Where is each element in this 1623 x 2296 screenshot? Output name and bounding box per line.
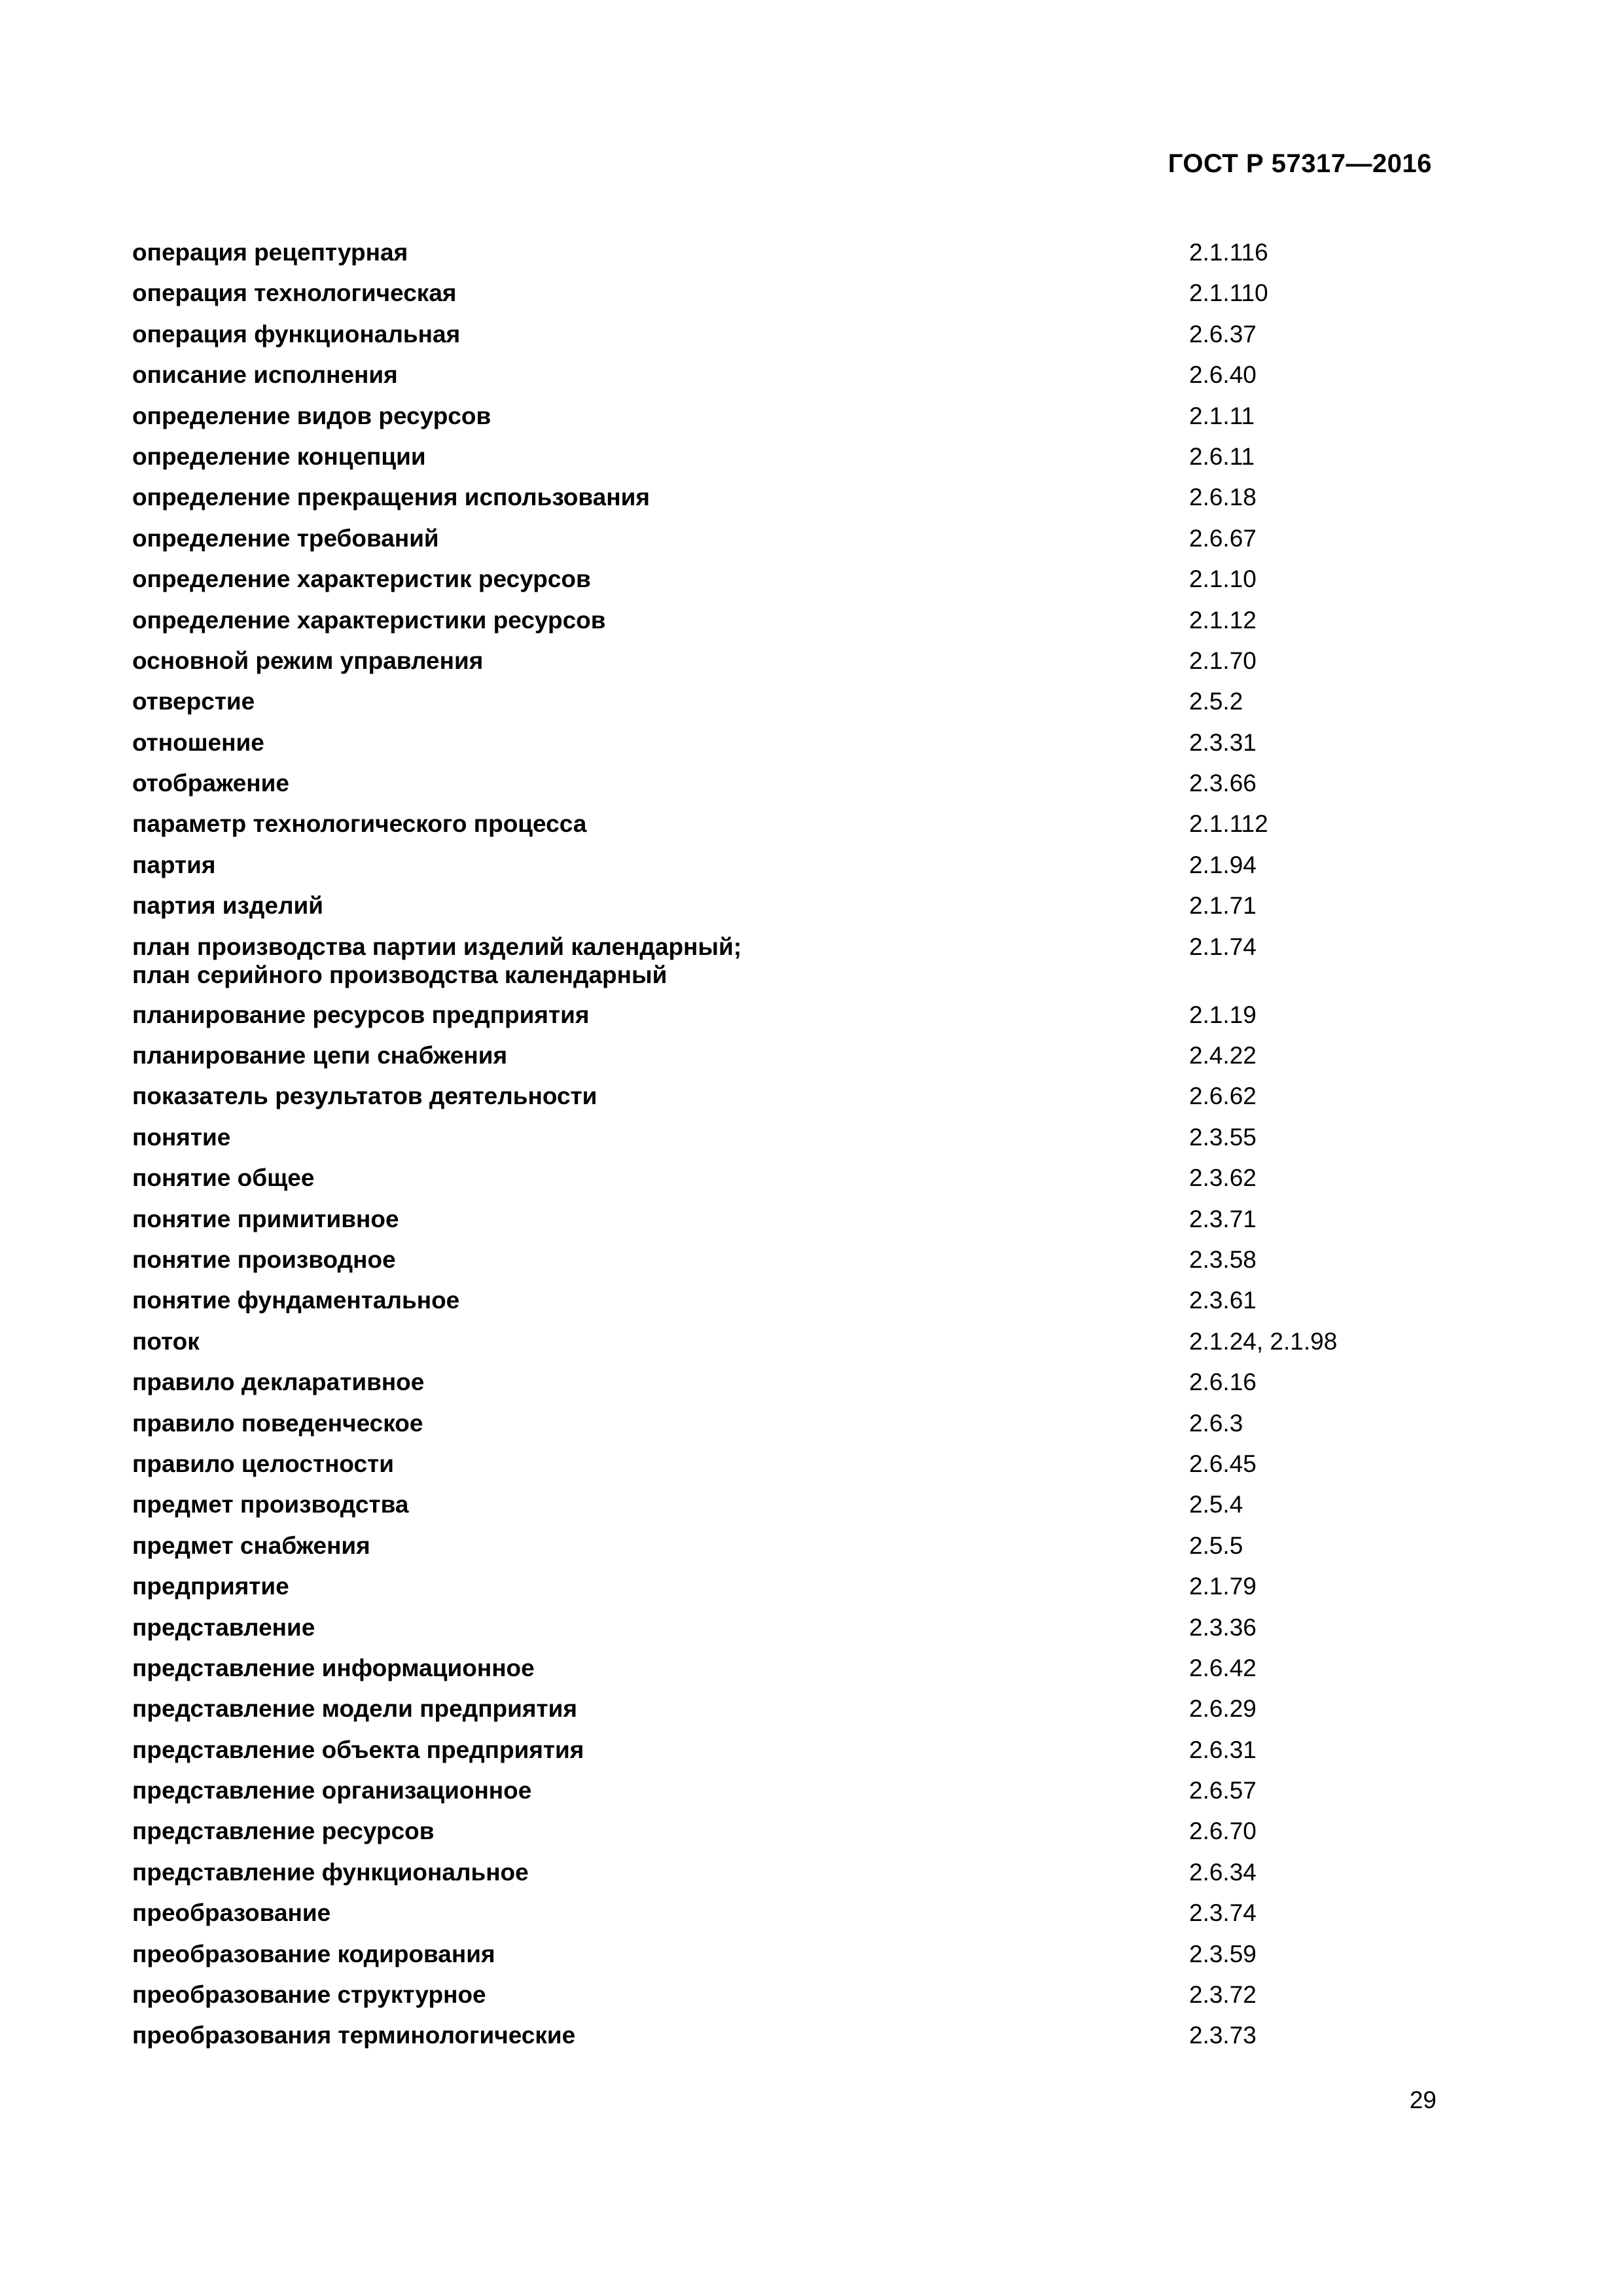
index-term-line: правило целостности (132, 1450, 394, 1477)
index-reference: 2.6.42 (1189, 1654, 1257, 1681)
index-row (132, 238, 1376, 279)
index-term-line: предмет снабжения (132, 1532, 370, 1559)
index-reference: 2.6.57 (1189, 1777, 1257, 1804)
index-term (132, 238, 1189, 266)
index-term-line: план серийного производства календарный (132, 961, 668, 988)
index-term-line: поток (132, 1327, 200, 1355)
index-term-line: предмет производства (132, 1491, 409, 1518)
index-reference: 2.1.19 (1189, 1001, 1257, 1028)
index-term-line: операция функциональная (132, 320, 461, 348)
index-reference: 2.1.116 (1189, 239, 1268, 266)
index-reference: 2.5.5 (1189, 1532, 1243, 1559)
index-term-line: определение видов ресурсов (132, 402, 491, 429)
index-term-line: определение концепции (132, 442, 426, 470)
index-row (132, 1001, 1376, 1041)
index-term (132, 1695, 1189, 1723)
index-term (132, 565, 1189, 593)
index-term (132, 687, 1189, 715)
index-term (132, 524, 1189, 552)
index-term-line: представление модели предприятия (132, 1695, 577, 1723)
index-term (132, 1041, 1189, 1069)
index-reference: 2.4.22 (1189, 1042, 1257, 1069)
index-row (132, 1736, 1376, 1776)
index-row (132, 1450, 1376, 1490)
index-reference: 2.1.10 (1189, 565, 1257, 593)
index-term-line: определение прекращения использования (132, 484, 650, 511)
index-row (132, 1490, 1376, 1531)
index-term (132, 728, 1189, 757)
index-term-line: партия изделий (132, 892, 323, 920)
index-term (132, 647, 1189, 675)
index-row (132, 2021, 1376, 2062)
index-term-line: показатель результатов деятельности (132, 1083, 597, 1110)
index-term (132, 851, 1189, 879)
index-term-line: правило декларативное (132, 1369, 425, 1396)
index-term (132, 1409, 1189, 1437)
index-term (132, 1736, 1189, 1764)
index-reference: 2.3.59 (1189, 1940, 1257, 1967)
index-term-line: описание исполнения (132, 361, 398, 389)
index-term-line: преобразования терминологические (132, 2022, 576, 2049)
index-term (132, 1899, 1189, 1927)
index-reference: 2.6.45 (1189, 1450, 1257, 1477)
index-term (132, 442, 1189, 471)
index-row (132, 1286, 1376, 1327)
index-term-line: преобразование (132, 1899, 331, 1927)
index-reference: 2.1.79 (1189, 1573, 1257, 1600)
index-term-line: определение характеристики ресурсов (132, 606, 606, 634)
index-reference: 2.6.34 (1189, 1858, 1257, 1886)
index-row (132, 1695, 1376, 1735)
index-term (132, 1654, 1189, 1682)
index-reference: 2.3.66 (1189, 770, 1257, 797)
index-reference: 2.6.11 (1189, 442, 1255, 470)
index-reference: 2.6.70 (1189, 1818, 1257, 1845)
index-row (132, 565, 1376, 605)
index-term (132, 1205, 1189, 1233)
index-row (132, 1817, 1376, 1857)
index-row (132, 647, 1376, 687)
index-row (132, 810, 1376, 850)
index-term (132, 769, 1189, 797)
index-reference: 2.6.29 (1189, 1695, 1257, 1723)
index-term (132, 1776, 1189, 1804)
index-term-line: предприятие (132, 1573, 289, 1600)
index-row (132, 320, 1376, 361)
index-row (132, 279, 1376, 319)
index-reference: 2.5.4 (1189, 1491, 1243, 1518)
index-reference: 2.6.62 (1189, 1083, 1257, 1110)
index-reference: 2.3.61 (1189, 1287, 1257, 1314)
index-term-line: партия (132, 851, 216, 878)
index-term-line: план производства партии изделий календарный; (132, 933, 742, 960)
index-term (132, 1286, 1189, 1314)
index-reference: 2.1.70 (1189, 647, 1257, 674)
index-row (132, 1041, 1376, 1082)
index-term-line: преобразование структурное (132, 1981, 486, 2009)
index-row (132, 1572, 1376, 1613)
index-term-line: планирование ресурсов предприятия (132, 1001, 590, 1028)
index-reference: 2.6.18 (1189, 484, 1257, 511)
index-term (132, 1001, 1189, 1029)
index-reference: 2.3.62 (1189, 1164, 1257, 1192)
index-row (132, 1654, 1376, 1695)
index-reference: 2.1.12 (1189, 606, 1257, 634)
index-term (132, 2021, 1189, 2049)
index-term-line: представление функциональное (132, 1858, 529, 1886)
index-term-line: определение требований (132, 524, 439, 552)
index-term (132, 1532, 1189, 1560)
document-header: ГОСТ Р 57317—2016 (1168, 149, 1432, 178)
index-row (132, 1858, 1376, 1899)
index-reference: 2.1.112 (1189, 810, 1268, 838)
index-reference: 2.3.55 (1189, 1123, 1257, 1151)
index-reference: 2.1.94 (1189, 851, 1257, 878)
index-term (132, 606, 1189, 634)
index-term-line: представление объекта предприятия (132, 1736, 584, 1763)
index-reference: 2.3.31 (1189, 728, 1257, 756)
index-row (132, 728, 1376, 769)
index-reference: 2.6.31 (1189, 1736, 1257, 1763)
index-term-line: планирование цепи снабжения (132, 1042, 508, 1069)
index-term (132, 1123, 1189, 1151)
index-reference: 2.6.3 (1189, 1409, 1243, 1437)
index-term-line: отверстие (132, 688, 255, 715)
index-term-line: основной режим управления (132, 647, 484, 674)
index-row (132, 524, 1376, 565)
index-term (132, 891, 1189, 920)
index-term (132, 1164, 1189, 1192)
index-term (132, 1082, 1189, 1110)
index-term-line: понятие (132, 1123, 231, 1151)
index-row (132, 1164, 1376, 1204)
index-row (132, 851, 1376, 891)
index-reference: 2.1.110 (1189, 279, 1268, 307)
index-reference: 2.3.74 (1189, 1899, 1257, 1927)
index-reference: 2.6.16 (1189, 1369, 1257, 1396)
index-term-line: операция технологическая (132, 279, 457, 307)
index-row (132, 1940, 1376, 1981)
index-row (132, 1205, 1376, 1246)
index-reference: 2.3.72 (1189, 1981, 1257, 2009)
index-term (132, 483, 1189, 511)
index-reference: 2.1.71 (1189, 892, 1257, 920)
index-row (132, 1899, 1376, 1939)
index-row (132, 769, 1376, 810)
index-reference: 2.1.74 (1189, 933, 1257, 960)
index-term-line: операция рецептурная (132, 239, 408, 266)
index-row (132, 606, 1376, 647)
index-term (132, 1940, 1189, 1968)
index-term (132, 1246, 1189, 1274)
index-row (132, 933, 1376, 1001)
index-term-line: понятие общее (132, 1164, 315, 1192)
index-term (132, 1981, 1189, 2009)
index-term (132, 320, 1189, 348)
index-term (132, 1817, 1189, 1845)
index-reference: 2.3.36 (1189, 1613, 1257, 1641)
index-term (132, 1450, 1189, 1478)
index-term-line: представление ресурсов (132, 1818, 435, 1845)
index-term (132, 279, 1189, 307)
index-row (132, 1123, 1376, 1164)
index-reference: 2.3.73 (1189, 2022, 1257, 2049)
index-row (132, 891, 1376, 932)
index-term-line: понятие производное (132, 1246, 396, 1273)
index-term-line: отображение (132, 770, 289, 797)
index-reference: 2.6.40 (1189, 361, 1257, 389)
term-index-list (132, 238, 1376, 2062)
index-row (132, 442, 1376, 483)
index-reference: 2.1.24, 2.1.98 (1189, 1327, 1338, 1355)
index-row (132, 1532, 1376, 1572)
index-row (132, 402, 1376, 442)
index-term-line: правило поведенческое (132, 1409, 423, 1437)
index-term-line: понятие примитивное (132, 1205, 399, 1232)
index-row (132, 1327, 1376, 1368)
index-row (132, 687, 1376, 728)
index-term-line: определение характеристик ресурсов (132, 565, 591, 593)
index-reference: 2.6.37 (1189, 320, 1257, 348)
index-reference: 2.3.58 (1189, 1246, 1257, 1273)
index-row (132, 1246, 1376, 1286)
index-term (132, 361, 1189, 389)
index-row (132, 1776, 1376, 1817)
index-term-line: отношение (132, 728, 264, 756)
index-term-line: параметр технологического процесса (132, 810, 587, 838)
index-term-line: понятие фундаментальное (132, 1287, 460, 1314)
index-row (132, 483, 1376, 524)
index-term-line: представление информационное (132, 1654, 535, 1681)
page-number: 29 (1409, 2087, 1436, 2113)
index-term-line: представление (132, 1613, 315, 1641)
index-row (132, 361, 1376, 401)
index-term (132, 933, 1189, 989)
index-term (132, 1327, 1189, 1355)
index-term-line: преобразование кодирования (132, 1940, 495, 1967)
index-row (132, 1082, 1376, 1122)
index-term (132, 1490, 1189, 1518)
index-term (132, 1368, 1189, 1396)
index-term (132, 402, 1189, 430)
index-term (132, 810, 1189, 838)
index-term (132, 1572, 1189, 1600)
index-row (132, 1981, 1376, 2021)
index-row (132, 1409, 1376, 1450)
index-reference: 2.5.2 (1189, 688, 1243, 715)
index-term-line: представление организационное (132, 1777, 532, 1804)
index-reference: 2.3.71 (1189, 1205, 1257, 1232)
index-reference: 2.6.67 (1189, 524, 1257, 552)
index-row (132, 1368, 1376, 1408)
index-term (132, 1858, 1189, 1886)
index-row (132, 1613, 1376, 1654)
index-term (132, 1613, 1189, 1641)
index-reference: 2.1.11 (1189, 402, 1255, 429)
